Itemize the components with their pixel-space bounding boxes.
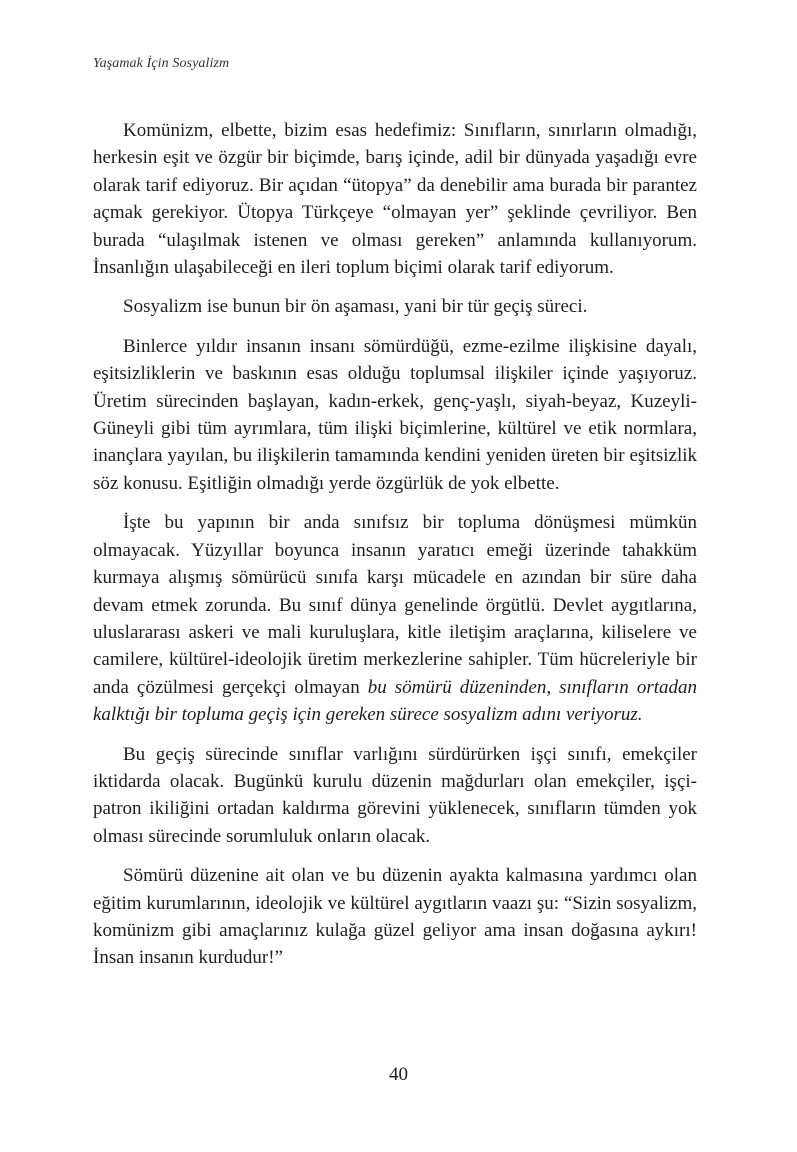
- running-title: Yaşamak İçin Sosyalizm: [93, 56, 230, 71]
- paragraph-5: [93, 741, 697, 851]
- paragraph-text: Bu geçiş sürecinde sınıflar varlığını sürdürürken işçi sınıfı, emekçiler iktidarda olacak. Bugünkü kurulu düzenin mağdurları olan emekçiler, işçi-patron ikiliğini ortadan kaldırma görevini yüklenecek, sınıfların tümden yok olması sürecinde sorumluluk onların olacak.: [93, 743, 697, 847]
- paragraph-text: İşte bu yapının bir anda sınıfsız bir topluma dönüşmesi mümkün olmayacak. Yüzyıllar boyunca insanın yaratıcı emeği üzerinde tahakküm kurmaya alışmış sömürücü sınıfa karşı mücadele en azından bir süre daha devam etmek zorunda. Bu sınıf dünya genelinde örgütlü. Devlet aygıtlarına, uluslararası askeri ve mali kuruluşlara, kitle iletişim araçlarına, kiliselere ve camilere, kültürel-ideolojik üretim merkezlerine sahipler. Tüm hücreleriyle bir anda çözülmesi gerçekçi olmayan: [93, 512, 697, 698]
- paragraph-text: Sosyalizm ise bunun bir ön aşaması, yani bir tür geçiş süreci.: [123, 296, 588, 318]
- page-number: 40: [389, 1064, 408, 1085]
- paragraph-italic-text: bu sömürü düzeninden, sınıfların ortadan kalktığı bir topluma geçiş için gereken sürece sosyalizm adını veriyoruz.: [93, 676, 697, 726]
- paragraph-1: [93, 117, 697, 281]
- paragraph-text: Komünizm, elbette, bizim esas hedefimiz: Sınıfların, sınırların olmadığı, herkesin eşit ve özgür bir biçimde, barış içinde, adil bir dünyada yaşadığı evre olarak tarif ediyoruz. Bir açıdan “ütopya” da denebilir ama burada bir parantez açmak gerekiyor. Ütopya Türkçeye “olmayan yer” şeklinde çevriliyor. Ben burada “ulaşılmak istenen ve olması gereken” anlamında kullanıyorum. İnsanlığın ulaşabileceği en ileri toplum biçimi olarak tarif ediyorum.: [93, 120, 697, 279]
- paragraph-6: [93, 862, 697, 972]
- paragraph-text: Sömürü düzenine ait olan ve bu düzenin ayakta kalmasına yardımcı olan eğitim kurumlarının, ideolojik ve kültürel aygıtların vaazı şu: “Sizin sosyalizm, komünizm gibi amaçlarınız kulağa güzel geliyor ama insan doğasına aykırı! İnsan insanın kurdudur!”: [93, 865, 697, 969]
- paragraph-2: [93, 293, 697, 320]
- paragraph-4: [93, 509, 697, 728]
- paragraph-3: [93, 333, 697, 497]
- paragraph-text: Binlerce yıldır insanın insanı sömürdüğü, ezme-ezilme ilişkisine dayalı, eşitsizliklerin ve baskının esas olduğu toplumsal ilişkiler içinde yaşıyoruz. Üretim sürecinden başlayan, kadın-erkek, genç-yaşlı, siyah-beyaz, Kuzeyli-Güneyli gibi tüm ayrımlara, tüm ilişki biçimlerine, kültürel ve etik normlara, inançlara yayılan, bu ilişkilerin tamamında kendini yeniden üreten bir eşitsizlik söz konusu. Eşitliğin olmadığı yerde özgürlük de yok elbette.: [93, 335, 697, 494]
- body-text: [93, 117, 697, 984]
